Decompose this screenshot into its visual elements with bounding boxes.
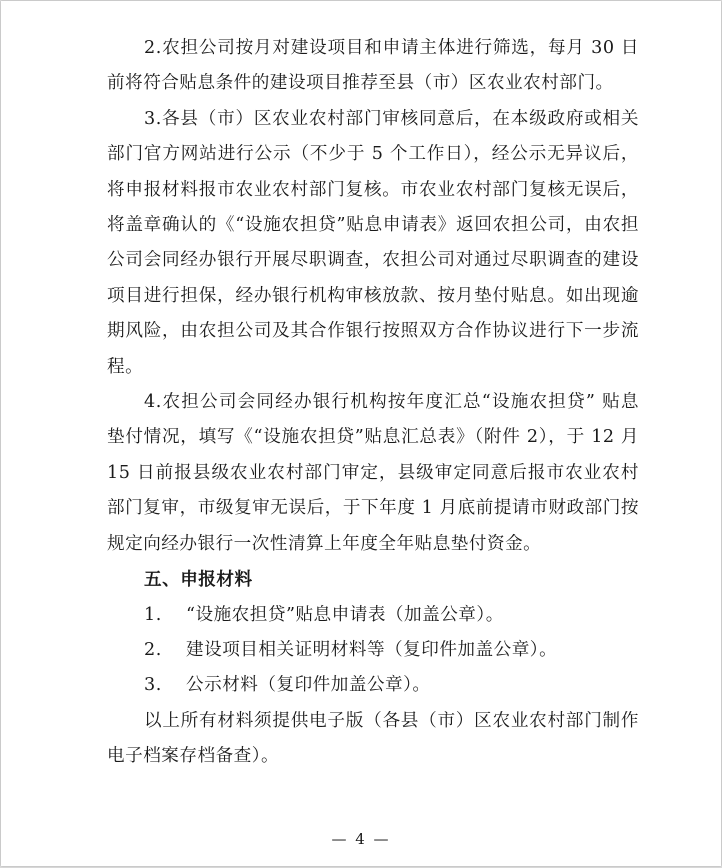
section-heading-materials: 五、申报材料	[144, 569, 253, 591]
list-item	[107, 598, 639, 633]
list-item-text: 公示材料（复印件加盖公章）。	[186, 675, 431, 696]
document-page	[1, 1, 721, 866]
paragraph-4: 4.农担公司会同经办银行机构按年度汇总“设施农担贷” 贴息垫付情况，填写《“设施农担贷”贴息汇总表》（附件 2），于 12 月 15 日前报县级农业农村部门审定，县级审定同意后报市农业农村部门复审，市级复审无误后，于下年度 1 月底前提请市财政部门按规定向经办银行一次性清算上年度全年贴息垫付资金。	[107, 392, 639, 554]
list-item	[107, 668, 639, 703]
list-item-text: “设施农担贷”贴息申请表（加盖公章）。	[186, 604, 504, 625]
paragraph-2: 2.农担公司按月对建设项目和申请主体进行筛选，每月 30 日前将符合贴息条件的建设项目推荐至县（市）区农业农村部门。	[107, 38, 639, 94]
list-item-text: 建设项目相关证明材料等（复印件加盖公章）。	[186, 639, 558, 660]
list-item	[107, 633, 639, 668]
page-number: — 4 —	[331, 830, 391, 848]
paragraph-3: 3.各县（市）区农业农村部门审核同意后，在本级政府或相关部门官方网站进行公示（不少于 5 个工作日），经公示无异议后，将申报材料报市农业农村部门复核。市农业农村部门复核无误后，将盖章确认的《“设施农担贷”贴息申请表》返回农担公司，由农担公司会同经办银行开展尽职调查，农担公司对通过尽职调查的建设项目进行担保，经办银行机构审核放款、按月垫付贴息。如出现逾期风险，由农担公司及其合作银行按照双方合作协议进行下一步流程。	[107, 108, 639, 377]
page-content	[107, 31, 639, 775]
list-item-number: 3.	[144, 675, 162, 696]
materials-note: 以上所有材料须提供电子版（各县（市）区农业农村部门制作电子档案存档备查）。	[107, 710, 639, 767]
list-item-number: 1.	[144, 604, 162, 625]
list-item-number: 2.	[144, 639, 162, 660]
